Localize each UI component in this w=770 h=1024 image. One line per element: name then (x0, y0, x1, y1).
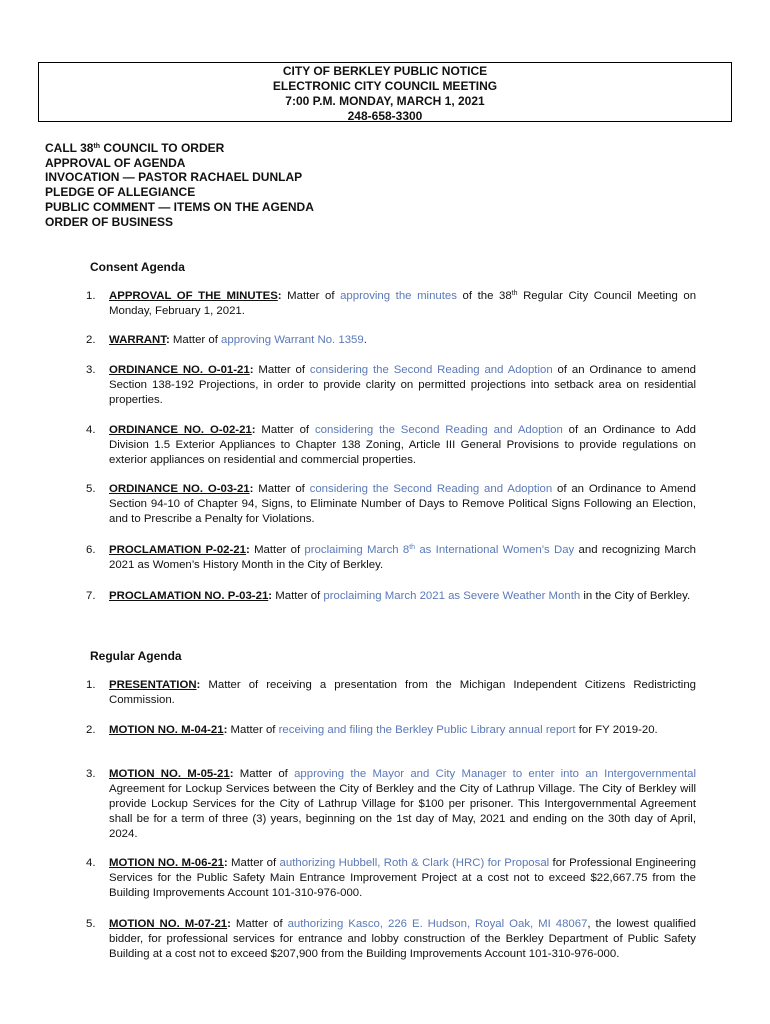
approval-of-agenda: APPROVAL OF AGENDA (45, 155, 186, 170)
consent-item: 7. PROCLAMATION NO. P-03-21: Matter of proclaiming March 2021 as Severe Weather Month in the City of Berkley. (86, 590, 691, 602)
consent-item: 5. ORDINANCE NO. O-03-21: Matter of considering the Second Reading and Adoption of an Ordinance to Amend Section 94-10 of Chapter 94, Signs, to Eliminate Number of Days to Remove Political Signs Following an Election, and to Prescribe a Penalty for Violations. (86, 483, 696, 526)
invocation: INVOCATION — PASTOR RACHAEL DUNLAP (45, 170, 303, 185)
meeting-type: ELECTRONIC CITY COUNCIL MEETING (272, 79, 498, 93)
item-label: PRESENTATION (109, 679, 197, 691)
item-label: ORDINANCE NO. O-03-21 (109, 483, 250, 495)
consent-item: 3. ORDINANCE NO. O-01-21: Matter of considering the Second Reading and Adoption of an Ordinance to amend Section 138-192 Projections, in order to provide clarity on permitted projections into setback area on residential properties. (86, 364, 696, 407)
item-link[interactable]: considering the Second Reading and Adoption (309, 364, 553, 376)
consent-item: 1. APPROVAL OF THE MINUTES: Matter of approving the minutes of the 38th Regular City Council Meeting on Monday, February 1, 2021. (86, 290, 697, 318)
item-link[interactable]: considering the Second Reading and Adoption (309, 483, 553, 495)
consent-item: 6. PROCLAMATION P-02-21: Matter of proclaiming March 8th as International Women’s Day and recognizing March 2021 as Women’s History Month in the City of Berkley. (86, 544, 697, 572)
item-label: MOTION NO. M-07-21 (109, 918, 228, 930)
phone-number: 248-658-3300 (347, 109, 423, 123)
item-label: MOTION NO. M-05-21 (109, 768, 230, 780)
item-label: ORDINANCE NO. O-01-21 (109, 364, 250, 376)
regular-agenda-title: Regular Agenda (90, 649, 182, 663)
item-link[interactable]: approving the minutes (340, 290, 457, 302)
regular-item: 2. MOTION NO. M-04-21: Matter of receiving and filing the Berkley Public Library annual report for FY 2019-20. (86, 724, 658, 736)
call-to-order: CALL 38th COUNCIL TO ORDER (45, 141, 225, 155)
notice-title: CITY OF BERKLEY PUBLIC NOTICE (282, 64, 488, 78)
item-label: MOTION NO. M-04-21 (109, 724, 224, 736)
item-link[interactable]: considering the Second Reading and Adoption (314, 424, 563, 436)
item-link[interactable]: proclaiming March 2021 as Severe Weather Month (323, 590, 581, 602)
order-of-business: ORDER OF BUSINESS (45, 214, 174, 229)
meeting-time: 7:00 P.M. MONDAY, MARCH 1, 2021 (285, 94, 485, 108)
item-label: PROCLAMATION NO. P-03-21 (109, 590, 269, 602)
item-link[interactable]: approving the Mayor and City Manager to enter into an Intergovernmental (294, 768, 696, 780)
item-link[interactable]: authorizing Kasco, 226 E. Hudson, Royal Oak, MI 48067 (287, 918, 588, 930)
regular-item: 5. MOTION NO. M-07-21: Matter of authorizing Kasco, 226 E. Hudson, Royal Oak, MI 48067, the lowest qualified bidder, for professional services for entrance and lobby construction of the Berkley Department of Public Safety Building at a cost not to exceed $207,900 from the Building Improvements Account 101-310-976-000. (86, 918, 696, 961)
opening-items (45, 141, 314, 229)
consent-agenda-title: Consent Agenda (90, 260, 185, 274)
consent-item: 4. ORDINANCE NO. O-02-21: Matter of considering the Second Reading and Adoption of an Ordinance to Add Division 1.5 Exterior Appliances to Chapter 138 Zoning, Article III General Provisions to provide regulations on exterior appliances on residential and commercial properties. (86, 424, 696, 467)
item-link[interactable]: approving Warrant No. 1359 (221, 334, 364, 346)
regular-item: 3. MOTION NO. M-05-21: Matter of approving the Mayor and City Manager to enter into an Intergovernmental Agreement for Lockup Services between the City of Berkley and the City of Lathrup Village. The City of Berkley will provide Lockup Services for the City of Lathrup Village for $100 per prisoner. This Intergovernmental Agreement shall be for a term of three (3) years, beginning on the 1st day of May, 2021 and ending on the 30th day of April, 2024. (86, 768, 696, 841)
regular-item: 4. MOTION NO. M-06-21: Matter of authorizing Hubbell, Roth & Clark (HRC) for Proposal for Professional Engineering Services for the Public Safety Main Entrance Improvement Project at a cost not to exceed $22,667.75 from the Building Improvements Account 101-310-976-000. (86, 857, 697, 900)
item-label: MOTION NO. M-06-21 (109, 857, 224, 869)
consent-item: 2. WARRANT: Matter of approving Warrant No. 1359. (86, 334, 367, 346)
item-link[interactable]: authorizing Hubbell, Roth & Clark (HRC) for Proposal (279, 857, 550, 869)
regular-item: 1. PRESENTATION: Matter of receiving a presentation from the Michigan Independent Citizens Redistricting Commission. (86, 679, 696, 707)
item-link[interactable]: receiving and filing the Berkley Public Library annual report (278, 724, 576, 736)
item-label: APPROVAL OF THE MINUTES (109, 290, 278, 302)
item-label: ORDINANCE NO. O-02-21 (109, 424, 252, 436)
public-comment: PUBLIC COMMENT — ITEMS ON THE AGENDA (45, 199, 314, 214)
notice-header (38, 62, 732, 122)
pledge-of-allegiance: PLEDGE OF ALLEGIANCE (45, 185, 196, 200)
item-label: PROCLAMATION P-02-21 (109, 544, 246, 556)
item-label: WARRANT (109, 334, 166, 346)
item-link[interactable]: proclaiming March 8th as International Women’s Day (304, 544, 575, 556)
